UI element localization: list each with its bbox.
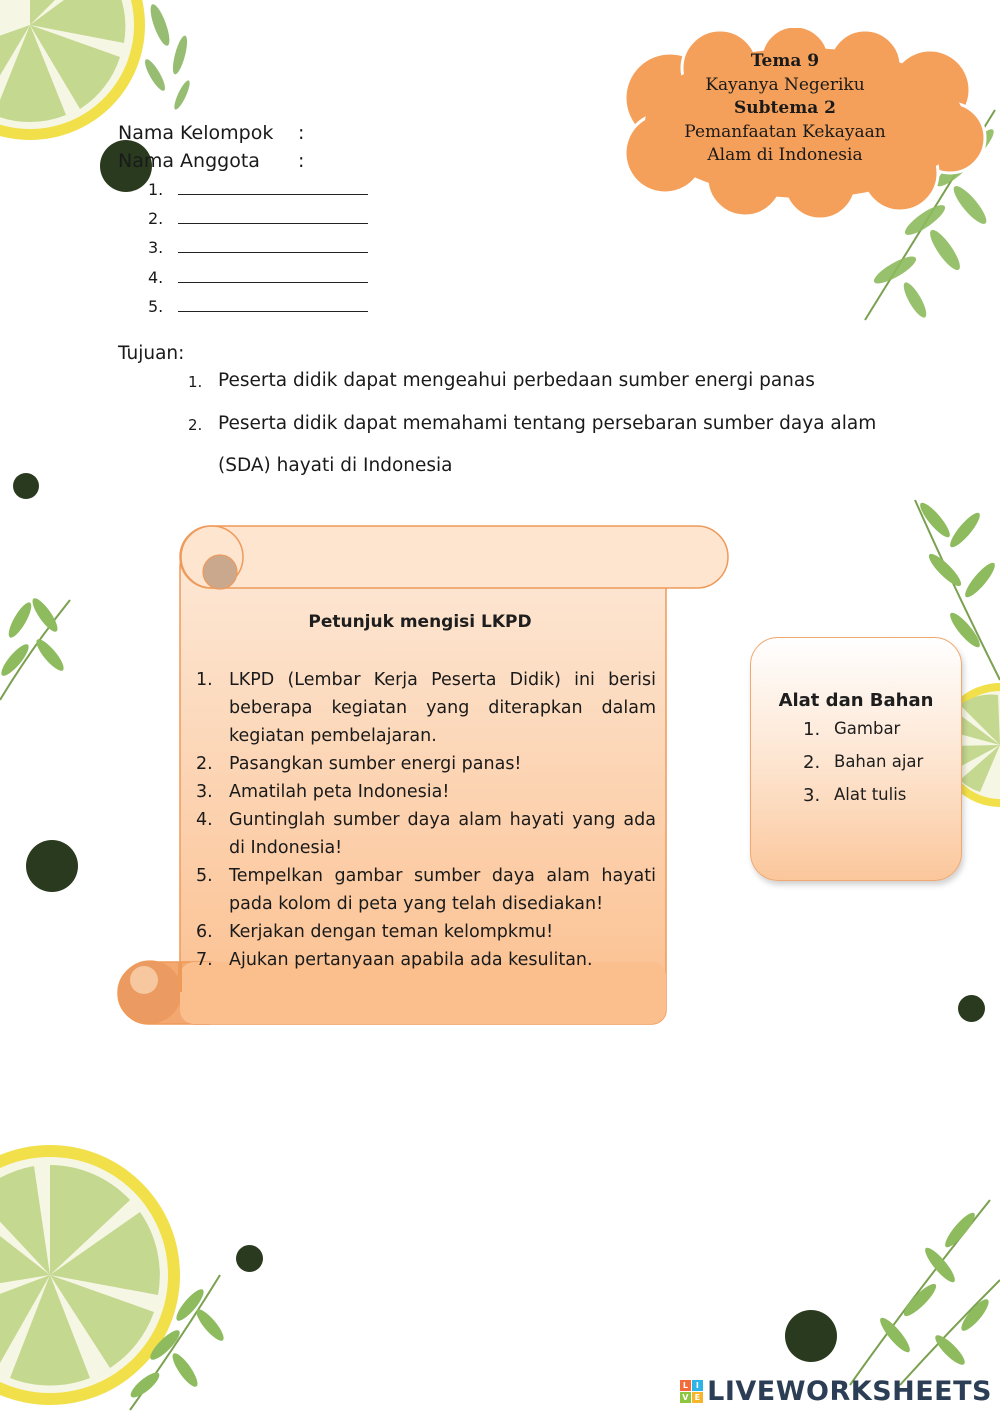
alat-item [803, 785, 906, 806]
liveworksheets-watermark [680, 1376, 992, 1407]
petunjuk-number: 1. [196, 670, 213, 690]
petunjuk-number: 3. [196, 782, 213, 802]
petunjuk-text: Kerjakan dengan teman kelompkmu! [229, 922, 554, 942]
petunjuk-item [196, 918, 656, 946]
subtema-label: Subtema 2 [734, 98, 836, 118]
nama-kelompok-label: Nama Kelompok [118, 122, 274, 144]
petunjuk-text: Amatilah peta Indonesia! [229, 782, 450, 802]
member-entry [148, 297, 368, 316]
alat-number: 3. [803, 785, 821, 806]
brand-name: LIVEWORKSHEETS [707, 1376, 992, 1407]
petunjuk-text: Tempelkan gambar sumber daya alam hayati pada kolom di peta yang telah disediakan! [229, 866, 656, 914]
subtema-title-line1: Pemanfaatan Kekayaan [684, 121, 886, 142]
leaf-branch-decoration [840, 1190, 1000, 1390]
leaf-branch-decoration [120, 0, 210, 120]
member-name-blank[interactable] [178, 238, 368, 253]
petunjuk-number: 5. [196, 866, 213, 886]
alat-item [803, 752, 923, 773]
nama-anggota-label: Nama Anggota [118, 150, 260, 172]
petunjuk-item [196, 750, 656, 778]
leaf-branch-decoration [120, 1270, 230, 1413]
logo-letter: E [692, 1392, 703, 1403]
logo-letter: I [692, 1380, 703, 1391]
member-entry [148, 268, 368, 287]
nama-anggota-colon: : [298, 150, 305, 172]
decorative-dot [236, 1245, 263, 1272]
alat-bahan-title: Alat dan Bahan [778, 690, 934, 711]
petunjuk-item [196, 862, 656, 918]
petunjuk-title: Petunjuk mengisi LKPD [308, 612, 532, 632]
leaf-branch-decoration [0, 590, 80, 710]
member-number: 5. [148, 297, 164, 316]
member-number: 4. [148, 268, 164, 287]
liveworksheets-logo-icon [680, 1380, 703, 1403]
alat-number: 1. [803, 719, 821, 740]
member-number: 3. [148, 238, 164, 257]
theme-header [660, 50, 910, 168]
decorative-dot [958, 995, 985, 1022]
petunjuk-text: Guntinglah sumber daya alam hayati yang ada di Indonesia! [229, 810, 656, 858]
alat-item [803, 719, 900, 740]
member-name-blank[interactable] [178, 180, 368, 195]
tujuan-item [188, 370, 815, 391]
petunjuk-text: LKPD (Lembar Kerja Peserta Didik) ini berisi beberapa kegiatan yang diterapkan dalam kegiatan pembelajaran. [229, 670, 656, 746]
petunjuk-item [196, 806, 656, 862]
tujuan-number: 2. [188, 416, 203, 434]
tujuan-text: Peserta didik dapat mengeahui perbedaan sumber energi panas [218, 370, 815, 391]
alat-text: Gambar [834, 719, 901, 738]
tujuan-number: 1. [188, 373, 203, 391]
petunjuk-number: 7. [196, 950, 213, 970]
member-number: 1. [148, 180, 164, 199]
petunjuk-number: 2. [196, 754, 213, 774]
member-name-blank[interactable] [178, 209, 368, 224]
decorative-dot [13, 473, 39, 499]
tujuan-label: Tujuan: [118, 343, 185, 364]
logo-letter: L [680, 1380, 691, 1391]
petunjuk-text: Ajukan pertanyaan apabila ada kesulitan. [229, 950, 593, 970]
tujuan-text-continued: (SDA) hayati di Indonesia [218, 455, 453, 476]
nama-kelompok-colon: : [298, 122, 305, 144]
decorative-dot [785, 1310, 837, 1362]
member-entry [148, 209, 368, 228]
alat-bahan-card [750, 637, 962, 881]
member-entry [148, 238, 368, 257]
petunjuk-number: 6. [196, 922, 213, 942]
member-entry [148, 180, 368, 199]
alat-text: Bahan ajar [834, 752, 924, 771]
tujuan-text: Peserta didik dapat memahami tentang persebaran sumber daya alam [218, 413, 877, 434]
member-name-blank[interactable] [178, 297, 368, 312]
tema-label: Tema 9 [750, 51, 820, 71]
alat-number: 2. [803, 752, 821, 773]
decorative-dot [26, 840, 78, 892]
subtema-title-line2: Alam di Indonesia [707, 145, 863, 165]
member-number: 2. [148, 209, 164, 228]
petunjuk-item [196, 946, 656, 974]
tujuan-item [188, 413, 877, 434]
petunjuk-item [196, 778, 656, 806]
petunjuk-number: 4. [196, 810, 213, 830]
alat-text: Alat tulis [834, 785, 907, 804]
petunjuk-item [196, 666, 656, 750]
tema-title: Kayanya Negeriku [705, 74, 865, 95]
logo-letter: V [680, 1392, 691, 1403]
member-name-blank[interactable] [178, 268, 368, 283]
petunjuk-text: Pasangkan sumber energi panas! [229, 754, 522, 774]
